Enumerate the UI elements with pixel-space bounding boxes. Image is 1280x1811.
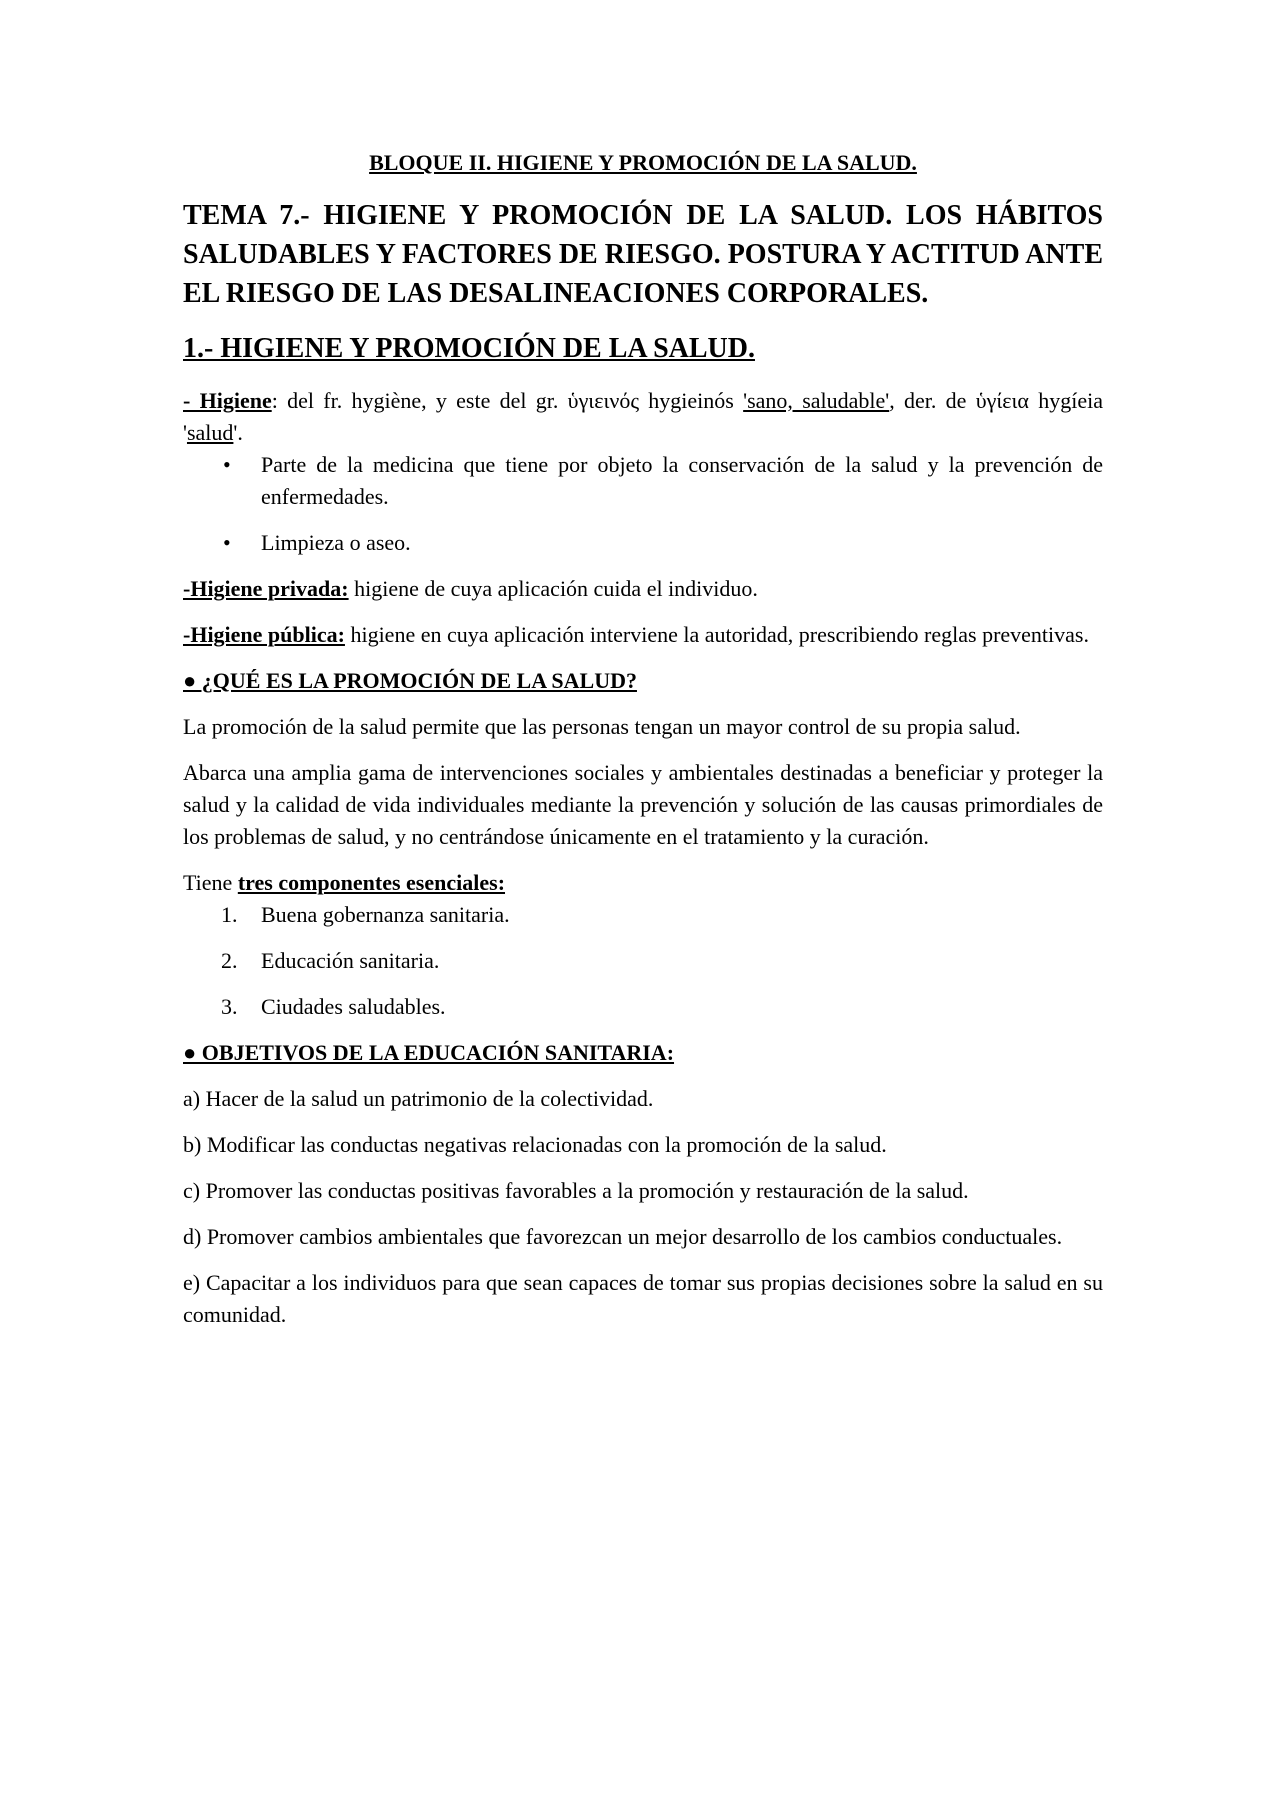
promocion-heading: ● ¿QUÉ ES LA PROMOCIÓN DE LA SALUD?	[183, 668, 637, 693]
list-item: 3. Ciudades saludables.	[221, 994, 446, 1019]
objetivo-b: b) Modificar las conductas negativas relacionadas con la promoción de la salud.	[183, 1132, 887, 1157]
higiene-meanings-list	[183, 449, 1103, 559]
objetivo-e: e) Capacitar a los individuos para que sean capaces de tomar sus propias decisiones sobre la salud en su comunidad.	[183, 1270, 1103, 1327]
definition-link-sano[interactable]: 'sano, saludable'	[743, 388, 890, 413]
objetivo-d: d) Promover cambios ambientales que favorezcan un mejor desarrollo de los cambios conductuales.	[183, 1224, 1063, 1249]
higiene-term: - Higiene	[183, 388, 272, 413]
definition-link-salud[interactable]: salud	[186, 420, 234, 445]
objetivos-heading: ● OBJETIVOS DE LA EDUCACIÓN SANITARIA:	[183, 1040, 675, 1065]
higiene-publica-definition: -Higiene pública: higiene en cuya aplicación interviene la autoridad, prescribiendo reglas preventivas.	[183, 622, 1089, 647]
list-item: • Parte de la medicina que tiene por objeto la conservación de la salud y la prevención de enfermedades.	[183, 449, 1103, 513]
topic-title: TEMA 7.- HIGIENE Y PROMOCIÓN DE LA SALUD. LOS HÁBITOS SALUDABLES Y FACTORES DE RIESGO. POSTURA Y ACTITUD ANTE EL RIESGO DE LAS DESALINEACIONES CORPORALES.	[183, 200, 1103, 309]
componentes-list	[183, 899, 1103, 1023]
list-item: • Limpieza o aseo.	[183, 527, 1103, 559]
list-item: 1. Buena gobernanza sanitaria.	[221, 902, 510, 927]
list-item: 2. Educación sanitaria.	[221, 948, 440, 973]
promocion-paragraph-1: La promoción de la salud permite que las personas tengan un mayor control de su propia salud.	[183, 714, 1021, 739]
bullet-mark: •	[223, 530, 231, 555]
page-content	[183, 148, 1103, 1331]
objetivo-a: a) Hacer de la salud un patrimonio de la colectividad.	[183, 1086, 654, 1111]
block-header: BLOQUE II. HIGIENE Y PROMOCIÓN DE LA SALUD.	[369, 150, 917, 175]
section-heading: 1.- HIGIENE Y PROMOCIÓN DE LA SALUD.	[183, 333, 755, 364]
higiene-privada-definition: -Higiene privada: higiene de cuya aplicación cuida el individuo.	[183, 576, 758, 601]
promocion-paragraph-2: Abarca una amplia gama de intervenciones sociales y ambientales destinadas a beneficiar y proteger la salud y la calidad de vida individuales mediante la prevención y solución de las causas primordiales de los problemas de salud, y no centrándose únicamente en el tratamiento y la curación.	[183, 760, 1103, 849]
componentes-intro: Tiene tres componentes esenciales:	[183, 870, 506, 895]
bullet-mark: •	[223, 452, 231, 477]
higiene-definition: - Higiene: del fr. hygiène, y este del gr. ὑγιεινός hygieinós 'sano, saludable', der. de ὑγίεια hygíeia 'salud'.	[183, 388, 1103, 445]
objetivo-c: c) Promover las conductas positivas favorables a la promoción y restauración de la salud.	[183, 1178, 969, 1203]
